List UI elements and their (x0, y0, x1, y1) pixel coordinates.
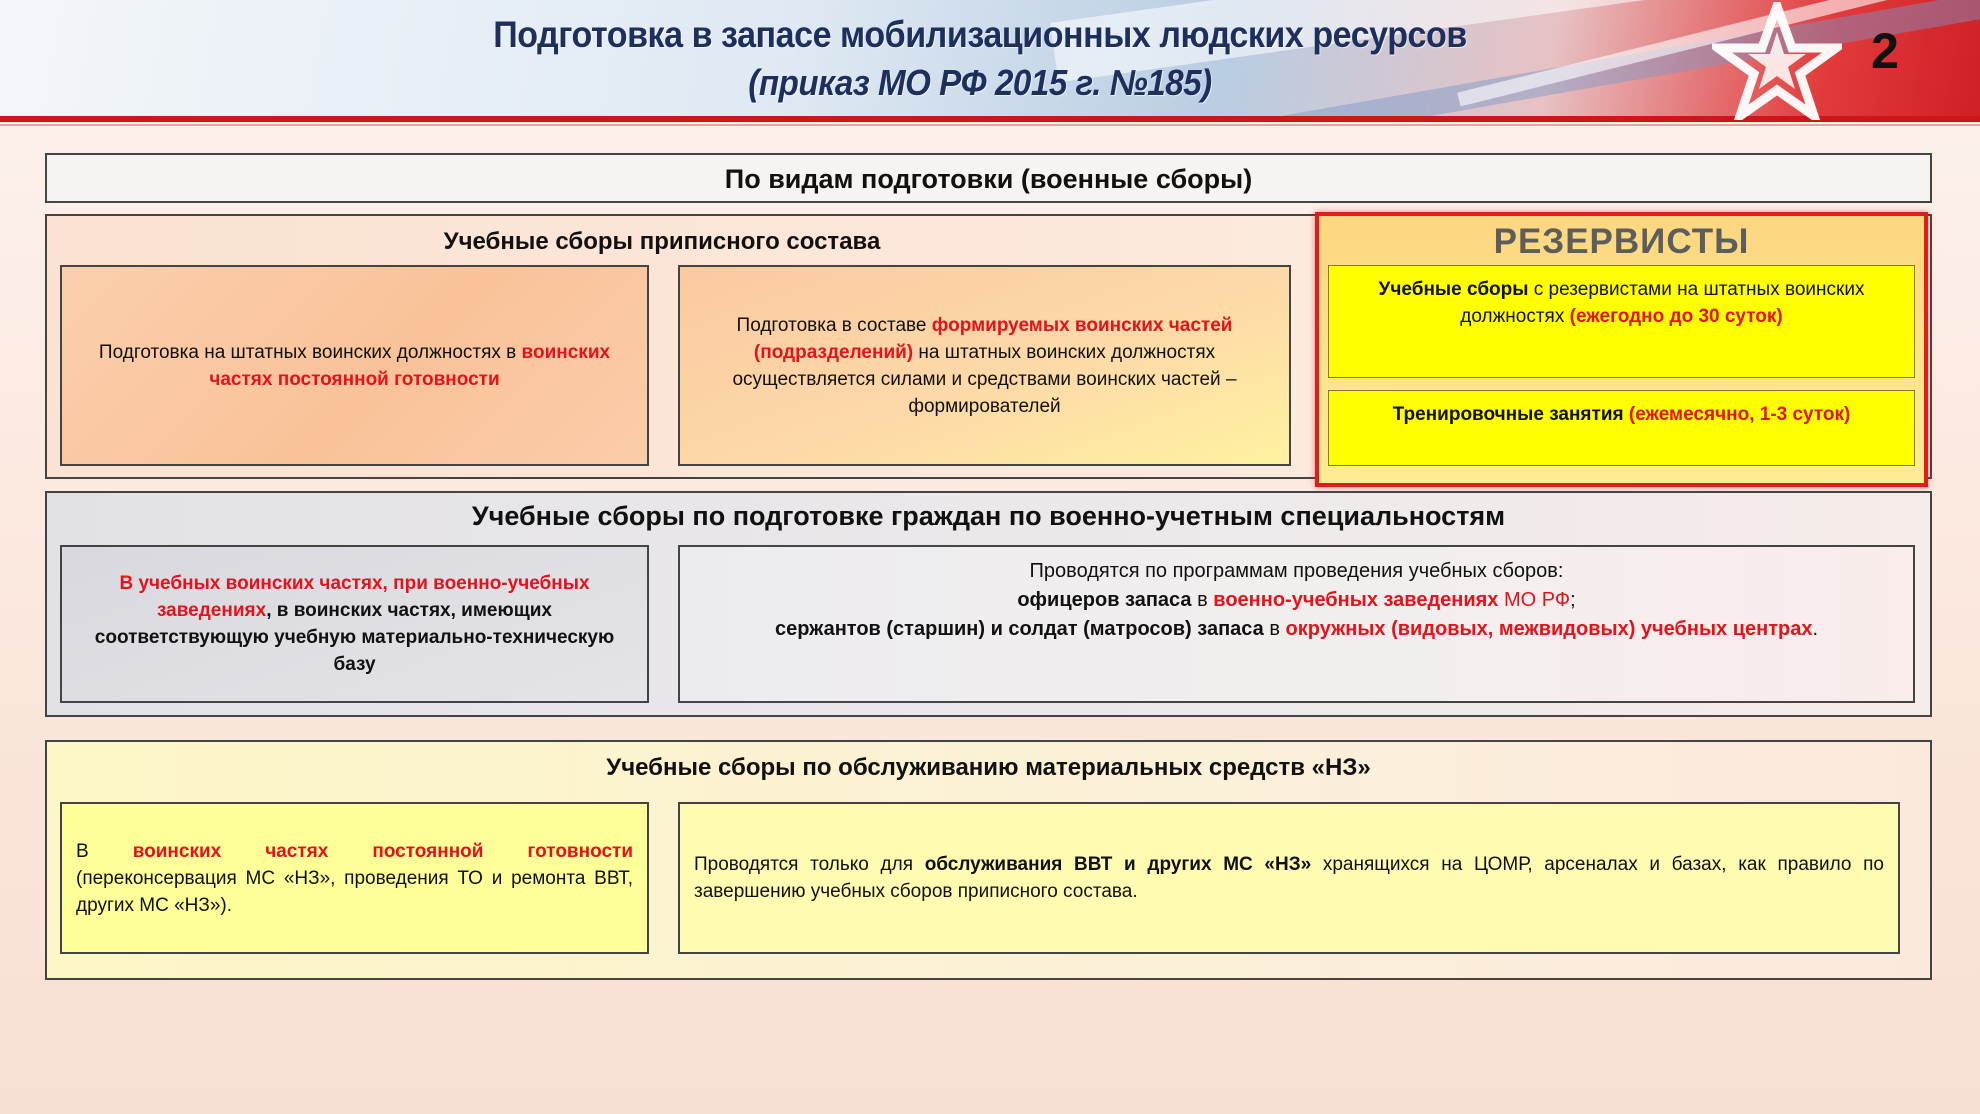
text-run-highlight: воинских частях постоянной готовности (209, 341, 611, 390)
slide-subtitle: (приказ МО РФ 2015 г. №185) (748, 62, 1212, 103)
text-run: с резервистами на штатных воинских должностях (1460, 279, 1865, 327)
cell-permanent-readiness-text (62, 339, 647, 393)
page-number: 2 (1871, 23, 1899, 79)
red-star-icon (1712, 2, 1842, 120)
reservists-title: РЕЗЕРВИСТЫ (1493, 222, 1750, 261)
text-run-highlight: воинских частях постоянной готовности (132, 840, 633, 862)
text-run: , в воинских частях, имеющих соответствующую учебную материально-техническую базу (94, 600, 615, 675)
text-run: в (1263, 618, 1286, 640)
text-run: Проводятся только для (694, 854, 925, 875)
programs-line-officers (698, 586, 1895, 615)
text-run: ; (1570, 589, 1576, 611)
text-run: Подготовка на штатных воинских должностях в (98, 341, 522, 363)
types-bar-label: По видам подготовки (военные сборы) (724, 164, 1253, 194)
text-run-bold: Учебные сборы (1378, 279, 1529, 300)
text-run: В (76, 840, 133, 862)
cell-training-programs (678, 545, 1915, 703)
text-run-bold: сержантов (старшин) и солдат (матросов) запаса (774, 618, 1264, 640)
text-run-highlight: формируемых воинских частей (подразделений) (753, 314, 1233, 363)
text-run-highlight: (ежегодно до 30 суток) (1569, 306, 1783, 327)
text-run-highlight: (ежемесячно, 1-3 суток) (1628, 404, 1851, 425)
text-run-bold: офицеров запаса (1017, 589, 1192, 611)
types-bar (45, 153, 1932, 203)
text-run: (переконсервация МС «НЗ», проведения ТО и ремонта ВВТ, других МС «НЗ»). (76, 867, 633, 916)
cell-nz-service (678, 802, 1900, 954)
text-run: хранящихся на ЦОМР, арсеналах и базах, как правило по завершению учебных сборов приписного состава. (694, 854, 1884, 902)
reservists-training-camps (1328, 265, 1915, 378)
section-assigned-title: Учебные сборы приписного состава (443, 228, 881, 255)
text-run-highlight: В учебных воинских частях, при военно-учебных заведениях (119, 573, 590, 621)
cell-formed-units-text (680, 312, 1289, 420)
text-run-bold: обслуживания ВВТ и других МС «НЗ» (924, 854, 1312, 875)
text-run: . (1812, 618, 1819, 640)
text-run: в (1191, 589, 1214, 611)
text-run-highlight: МО РФ (1498, 589, 1571, 611)
header-red-line-thin (0, 124, 1980, 126)
reservists-exercises (1328, 390, 1915, 466)
text-run-highlight: окружных (видовых, межвидовых) учебных центрах (1285, 618, 1813, 640)
text-run-bold: Тренировочные занятия (1392, 404, 1629, 425)
cell-permanent-readiness (60, 265, 649, 466)
cell-nz-service-text (680, 851, 1898, 905)
cell-training-programs-text (680, 547, 1913, 644)
section-nz-title: Учебные сборы по обслуживанию материальных средств «НЗ» (606, 754, 1371, 781)
cell-nz-units (60, 802, 649, 954)
header-red-line (0, 116, 1980, 122)
slide-title: Подготовка в запасе мобилизационных людских ресурсов (493, 14, 1467, 55)
programs-line: Проводятся по программам проведения учебных сборов: (1029, 560, 1564, 582)
programs-line-sergeants (698, 615, 1895, 644)
text-run: Подготовка в составе (736, 314, 932, 336)
text-run-highlight: военно-учебных заведениях (1213, 589, 1499, 611)
cell-training-units-text (62, 570, 647, 678)
cell-training-units (60, 545, 649, 703)
cell-formed-units (678, 265, 1291, 466)
reservists-training-camps-text (1329, 266, 1914, 330)
text-run: на штатных воинских должностях осуществляется силами и средствами воинских частей – формирователей (732, 341, 1237, 417)
cell-nz-units-text (62, 838, 647, 919)
section-specialties-title: Учебные сборы по подготовке граждан по военно-учетным специальностям (471, 501, 1506, 531)
reservists-exercises-text (1329, 391, 1914, 428)
